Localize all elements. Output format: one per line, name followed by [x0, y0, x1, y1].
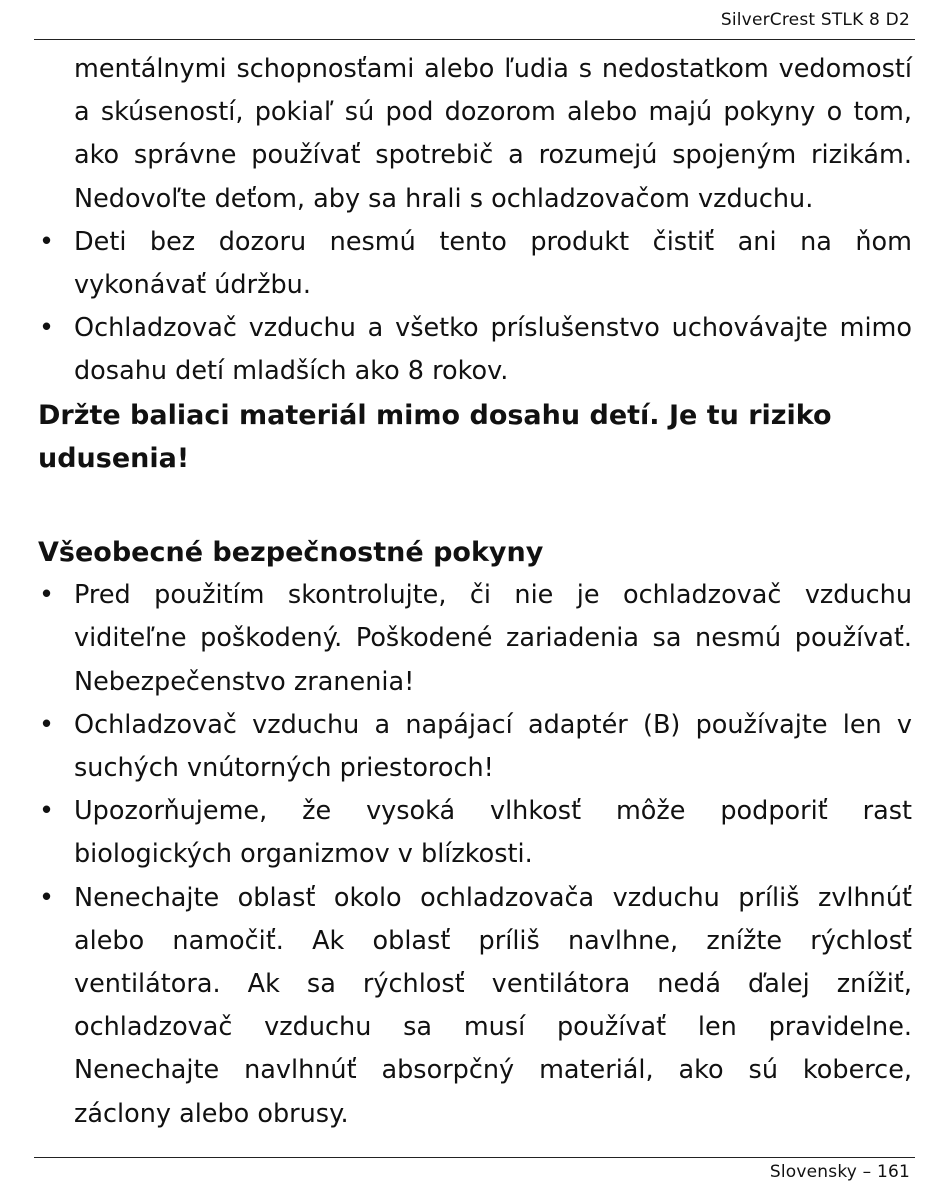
bullet-icon: •	[39, 580, 55, 611]
section-heading: Všeobecné bezpečnostné pokyny	[38, 537, 544, 569]
intro-continuation: mentálnymi schopnosťami alebo ľudia s nedostatkom vedomostí a skúseností, pokiaľ sú pod dozorom alebo majú pokyny o tom, ako správne používať spotrebič a rozumejú spojeným rizikám. Nedovoľte deťom, aby sa hrali s ochladzovačom vzduchu.	[74, 54, 912, 214]
header-rule	[34, 39, 915, 40]
list-item	[38, 307, 912, 393]
list-item-text: Upozorňujeme, že vysoká vlhkosť môže podporiť rast biologických organizmov v blízkosti.	[74, 796, 912, 870]
general-safety-list	[38, 574, 912, 1136]
header-product-name: SilverCrest STLK 8 D2	[720, 10, 910, 30]
list-item-text: Ochladzovač vzduchu a napájací adaptér (B) používajte len v suchých vnútorných priestoroch!	[74, 709, 912, 784]
footer-page-label: Slovensky – 161	[769, 1162, 910, 1182]
list-item	[38, 877, 912, 1136]
bullet-icon: •	[39, 796, 55, 827]
bullet-icon: •	[39, 226, 55, 257]
suffocation-warning: Držte baliaci materiál mimo dosahu detí. Je tu riziko udusenia!	[38, 399, 832, 474]
list-item	[38, 221, 912, 307]
list-item	[38, 790, 912, 876]
page-content	[38, 48, 912, 1136]
list-item-text: Ochladzovač vzduchu a všetko príslušenstvo uchovávajte mimo dosahu detí mladších ako 8 rokov.	[74, 313, 912, 387]
list-item-text: Nenechajte oblasť okolo ochladzovača vzduchu príliš zvlhnúť alebo namočiť. Ak oblasť príliš navlhne, znížte rýchlosť ventilátora. Ak sa rýchlosť ventilátora nedá ďalej znížiť, ochladzovač vzduchu sa musí používať len pravidelne. Nenechajte navlhnúť absorpčný materiál, ako sú koberce, záclony alebo obrusy.	[74, 882, 912, 1129]
list-item-text: Pred použitím skontrolujte, či nie je ochladzovač vzduchu viditeľne poškodený. Poškodené zariadenia sa nesmú používať. Nebezpečenstvo zranenia!	[74, 580, 912, 697]
list-item-text: Deti bez dozoru nesmú tento produkt čistiť ani na ňom vykonávať údržbu.	[74, 226, 912, 301]
list-item	[38, 574, 912, 704]
bullet-icon: •	[39, 882, 55, 913]
bullet-icon: •	[39, 313, 55, 344]
footer-rule	[34, 1157, 915, 1158]
bullet-icon: •	[39, 709, 55, 740]
list-item	[38, 704, 912, 790]
child-safety-list	[38, 221, 912, 394]
